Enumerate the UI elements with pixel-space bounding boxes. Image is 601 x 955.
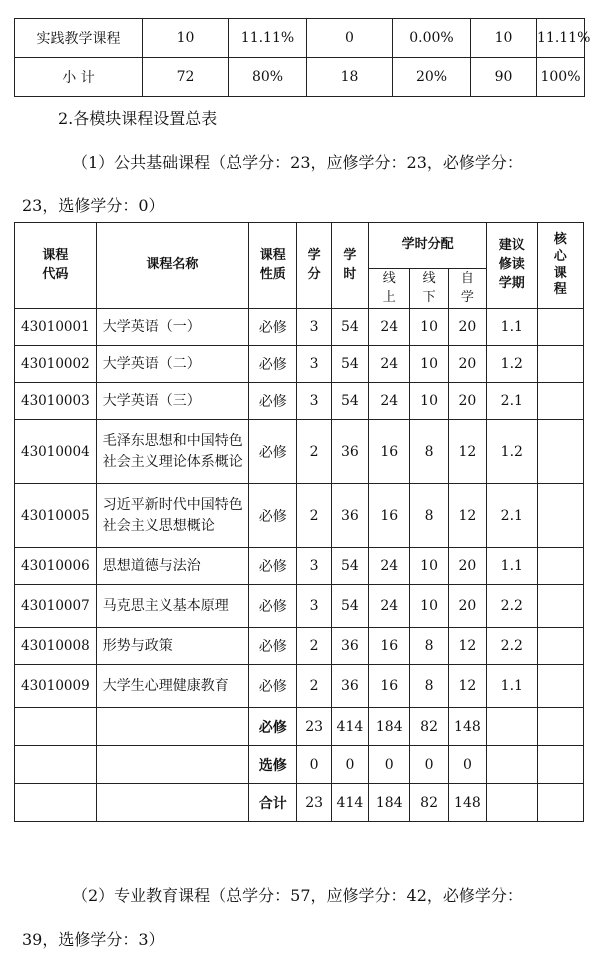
credits-cell: 3: [297, 585, 331, 628]
credits-cell: 3: [297, 346, 331, 383]
offline-hours-cell: 8: [410, 484, 448, 548]
self-study-cell: 20: [448, 383, 486, 420]
empty-cell: [487, 708, 537, 746]
online-hours-cell: 16: [369, 420, 410, 484]
table-row: [15, 19, 585, 58]
course-row: [15, 309, 584, 346]
table-cell: 100%: [537, 58, 585, 97]
empty-cell: [537, 746, 583, 784]
credits-cell: 2: [297, 628, 331, 665]
table-cell: 18: [307, 58, 393, 97]
course-code-cell: 43010009: [15, 665, 97, 708]
credits-cell: 3: [297, 309, 331, 346]
course-nature-cell: 必修: [249, 548, 297, 585]
course-code-cell: 43010005: [15, 484, 97, 548]
core-course-cell: [537, 383, 583, 420]
empty-cell: [15, 746, 97, 784]
semester-cell: 1.1: [487, 309, 537, 346]
hours-cell: 54: [331, 346, 368, 383]
empty-cell: [96, 708, 248, 746]
hours-cell: 54: [331, 548, 368, 585]
table-cell: 0.00%: [393, 19, 471, 58]
empty-cell: [487, 746, 537, 784]
header-hours: 学 时: [331, 223, 368, 309]
table-cell: 实践教学课程: [15, 19, 143, 58]
hours-cell: 36: [331, 420, 368, 484]
self-study-cell: 20: [448, 585, 486, 628]
offline-hours-cell: 8: [410, 665, 448, 708]
hours-cell: 54: [331, 585, 368, 628]
course-row: [15, 628, 584, 665]
offline-hours-cell: 10: [410, 383, 448, 420]
self-study-cell: 20: [448, 309, 486, 346]
summary-credits-cell: 0: [297, 746, 331, 784]
core-course-cell: [537, 346, 583, 383]
course-nature-cell: 必修: [249, 585, 297, 628]
course-row: [15, 346, 584, 383]
table-cell: 20%: [393, 58, 471, 97]
summary-credits-cell: 23: [297, 708, 331, 746]
header-course-name: 课程名称: [96, 223, 248, 309]
offline-hours-cell: 10: [410, 346, 448, 383]
table-cell: 10: [143, 19, 229, 58]
summary-hours-cell: 0: [331, 746, 368, 784]
credits-cell: 3: [297, 383, 331, 420]
table-cell: 80%: [229, 58, 307, 97]
credit-summary-table: [14, 18, 591, 97]
summary-offline-cell: 0: [410, 746, 448, 784]
course-name-cell: 大学英语（二）: [96, 346, 248, 383]
course-nature-cell: 必修: [249, 484, 297, 548]
summary-label: 合计: [249, 784, 297, 822]
header-offline: 线 下: [410, 269, 448, 309]
hours-cell: 36: [331, 665, 368, 708]
public-course-intro-line2: 23，选修学分：0）: [22, 196, 165, 215]
table-cell: 0: [307, 19, 393, 58]
core-course-cell: [537, 420, 583, 484]
summary-online-cell: 184: [369, 784, 410, 822]
table-cell: 11.11%: [229, 19, 307, 58]
course-name-cell: 毛泽东思想和中国特色社会主义理论体系概论: [96, 420, 248, 484]
course-row: [15, 484, 584, 548]
summary-credits-cell: 23: [297, 784, 331, 822]
core-course-cell: [537, 665, 583, 708]
online-hours-cell: 24: [369, 383, 410, 420]
course-code-cell: 43010008: [15, 628, 97, 665]
online-hours-cell: 16: [369, 628, 410, 665]
course-nature-cell: 必修: [249, 346, 297, 383]
header-suggested-semester: 建议 修读 学期: [487, 223, 537, 309]
course-nature-cell: 必修: [249, 309, 297, 346]
summary-row: [15, 708, 584, 746]
public-course-intro-line1: （1）公共基础课程（总学分：23，应修学分：23，必修学分：: [72, 153, 523, 172]
empty-cell: [537, 784, 583, 822]
major-course-intro-line2: 39，选修学分：3）: [22, 930, 165, 949]
empty-cell: [15, 708, 97, 746]
header-self-study: 自 学: [448, 269, 486, 309]
course-name-cell: 大学生心理健康教育: [96, 665, 248, 708]
self-study-cell: 20: [448, 346, 486, 383]
course-nature-cell: 必修: [249, 383, 297, 420]
online-hours-cell: 16: [369, 665, 410, 708]
header-credits: 学 分: [297, 223, 331, 309]
course-name-cell: 形势与政策: [96, 628, 248, 665]
header-core-course: 核 心 课 程: [537, 223, 583, 309]
credits-cell: 2: [297, 665, 331, 708]
course-row: [15, 585, 584, 628]
credits-cell: 2: [297, 484, 331, 548]
table-cell: 小 计: [15, 58, 143, 97]
online-hours-cell: 24: [369, 585, 410, 628]
summary-online-cell: 184: [369, 708, 410, 746]
offline-hours-cell: 8: [410, 628, 448, 665]
empty-cell: [96, 746, 248, 784]
summary-self-cell: 148: [448, 784, 486, 822]
header-row: [15, 223, 584, 269]
empty-cell: [487, 784, 537, 822]
hours-cell: 36: [331, 628, 368, 665]
self-study-cell: 12: [448, 484, 486, 548]
online-hours-cell: 24: [369, 548, 410, 585]
course-row: [15, 548, 584, 585]
credits-cell: 3: [297, 548, 331, 585]
semester-cell: 1.2: [487, 346, 537, 383]
semester-cell: 2.2: [487, 585, 537, 628]
empty-cell: [96, 784, 248, 822]
header-hour-distribution: 学时分配: [369, 223, 487, 269]
course-code-cell: 43010003: [15, 383, 97, 420]
summary-online-cell: 0: [369, 746, 410, 784]
self-study-cell: 20: [448, 548, 486, 585]
header-course-code: 课程 代码: [15, 223, 97, 309]
table-row: [15, 58, 585, 97]
online-hours-cell: 16: [369, 484, 410, 548]
course-code-cell: 43010004: [15, 420, 97, 484]
course-code-cell: 43010001: [15, 309, 97, 346]
major-course-intro-line1: （2）专业教育课程（总学分：57，应修学分：42，必修学分：: [72, 886, 523, 905]
self-study-cell: 12: [448, 665, 486, 708]
credits-cell: 2: [297, 420, 331, 484]
semester-cell: 2.1: [487, 484, 537, 548]
semester-cell: 2.2: [487, 628, 537, 665]
summary-hours-cell: 414: [331, 708, 368, 746]
public-course-table: [14, 222, 584, 822]
course-name-cell: 习近平新时代中国特色社会主义思想概论: [96, 484, 248, 548]
course-name-cell: 大学英语（三）: [96, 383, 248, 420]
hours-cell: 36: [331, 484, 368, 548]
course-name-cell: 思想道德与法治: [96, 548, 248, 585]
course-name-cell: 大学英语（一）: [96, 309, 248, 346]
table-cell: 11.11%: [537, 19, 585, 58]
offline-hours-cell: 8: [410, 420, 448, 484]
course-code-cell: 43010002: [15, 346, 97, 383]
self-study-cell: 12: [448, 420, 486, 484]
summary-row: [15, 746, 584, 784]
summary-offline-cell: 82: [410, 708, 448, 746]
table-cell: 72: [143, 58, 229, 97]
course-row: [15, 420, 584, 484]
core-course-cell: [537, 585, 583, 628]
course-code-cell: 43010007: [15, 585, 97, 628]
semester-cell: 2.1: [487, 383, 537, 420]
course-row: [15, 665, 584, 708]
course-nature-cell: 必修: [249, 420, 297, 484]
section-heading: 2.各模块课程设置总表: [58, 109, 218, 128]
table-cell: 90: [471, 58, 537, 97]
course-name-cell: 马克思主义基本原理: [96, 585, 248, 628]
table-cell: 10: [471, 19, 537, 58]
summary-row: [15, 784, 584, 822]
summary-self-cell: 148: [448, 708, 486, 746]
course-row: [15, 383, 584, 420]
header-online: 线 上: [369, 269, 410, 309]
summary-offline-cell: 82: [410, 784, 448, 822]
online-hours-cell: 24: [369, 309, 410, 346]
empty-cell: [15, 784, 97, 822]
summary-self-cell: 0: [448, 746, 486, 784]
summary-hours-cell: 414: [331, 784, 368, 822]
online-hours-cell: 24: [369, 346, 410, 383]
summary-label: 选修: [249, 746, 297, 784]
summary-label: 必修: [249, 708, 297, 746]
offline-hours-cell: 10: [410, 585, 448, 628]
semester-cell: 1.1: [487, 665, 537, 708]
self-study-cell: 12: [448, 628, 486, 665]
course-nature-cell: 必修: [249, 628, 297, 665]
core-course-cell: [537, 309, 583, 346]
core-course-cell: [537, 628, 583, 665]
course-code-cell: 43010006: [15, 548, 97, 585]
semester-cell: 1.2: [487, 420, 537, 484]
core-course-cell: [537, 484, 583, 548]
header-course-nature: 课程 性质: [249, 223, 297, 309]
offline-hours-cell: 10: [410, 309, 448, 346]
course-nature-cell: 必修: [249, 665, 297, 708]
semester-cell: 1.1: [487, 548, 537, 585]
hours-cell: 54: [331, 309, 368, 346]
hours-cell: 54: [331, 383, 368, 420]
empty-cell: [537, 708, 583, 746]
core-course-cell: [537, 548, 583, 585]
offline-hours-cell: 10: [410, 548, 448, 585]
